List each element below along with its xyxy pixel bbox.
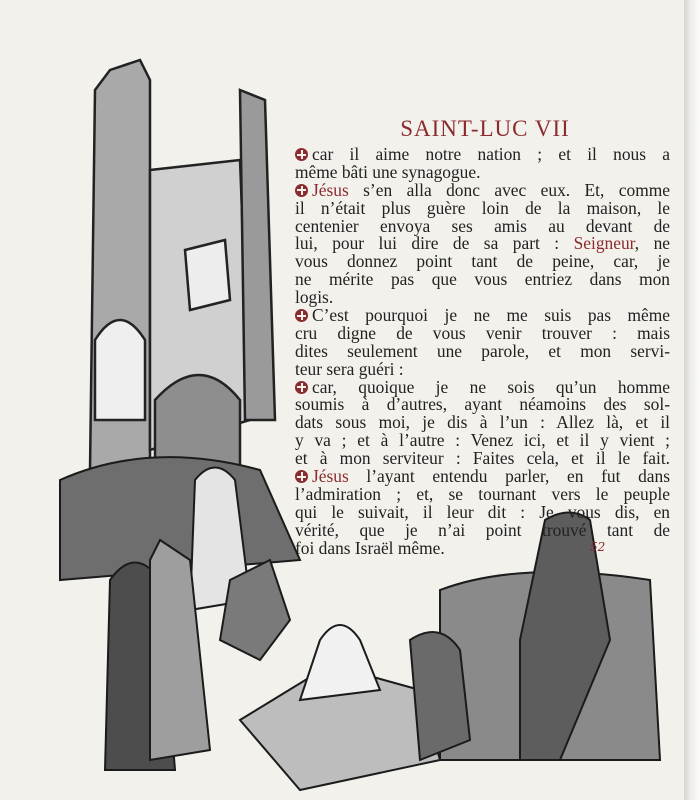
text-segment: et à mon serviteur : Faites cela, et il le fait.: [295, 448, 670, 469]
text-segment: qui le suivait, il leur dit : Je vous dis, en: [295, 501, 670, 522]
city-gate-tower: [90, 60, 275, 470]
text-segment: centenier envoya ses amis au devant de: [295, 215, 670, 236]
text-segment: cru digne de vous venir trouver : mais: [295, 322, 670, 343]
page-number: 52: [590, 540, 606, 554]
text-segment: teur sera guéri :: [295, 358, 404, 379]
text-segment: vous donnez point tant de peine, car, je: [295, 251, 670, 272]
verse-cross-icon: [295, 470, 308, 483]
page-edge: [684, 0, 700, 800]
text-segment: dites seulement une parole, et mon servi-: [295, 340, 670, 361]
text-segment: car il aime notre nation ; et il nous a: [312, 144, 670, 164]
chapter-heading: SAINT-LUC VII: [400, 116, 570, 141]
text-line: [295, 271, 670, 289]
body-text: [295, 146, 670, 557]
text-segment: y va ; et à l’autre : Venez ici, et il y vient ;: [295, 430, 670, 451]
text-segment: s’en alla donc avec eux. Et, comme: [348, 179, 670, 200]
text-segment: dats sous moi, je dis à l’un : Allez là, et il: [295, 412, 670, 433]
text-segment: soumis à d’autres, ayant néamoins des sol-: [295, 394, 670, 415]
text-line: [295, 537, 670, 558]
text-segment: même bâti une synagogue.: [295, 161, 481, 182]
verse-cross-icon: [295, 309, 308, 322]
text-segment: logis.: [295, 287, 334, 308]
text-segment: il n’était plus guère loin de la maison, le: [295, 197, 670, 218]
text-segment: car, quoique je ne sois qu’un homme: [312, 376, 670, 397]
rubric-word: Jésus: [312, 466, 349, 487]
text-segment: foi dans Israël même.: [295, 537, 445, 558]
verse-cross-icon: [295, 184, 308, 197]
text-segment: l’admiration ; et, se tournant vers le peuple: [295, 483, 670, 504]
text-segment: ne mérite pas que vous entriez dans mon: [295, 269, 670, 290]
text-segment: l’ayant entendu parler, en fut dans: [348, 466, 670, 487]
rubric-word: Jésus: [312, 179, 349, 200]
text-segment: lui, pour lui dire de sa part :: [295, 233, 574, 254]
text-segment: , ne: [634, 233, 670, 254]
verse-cross-icon: [295, 148, 308, 161]
rubric-word: Seigneur: [573, 233, 635, 254]
text-segment: C’est pourquoi je ne me suis pas même: [312, 305, 670, 326]
verse-cross-icon: [295, 381, 308, 394]
text-segment: vérité, que je n’ai point trouvé tant de: [295, 519, 670, 540]
